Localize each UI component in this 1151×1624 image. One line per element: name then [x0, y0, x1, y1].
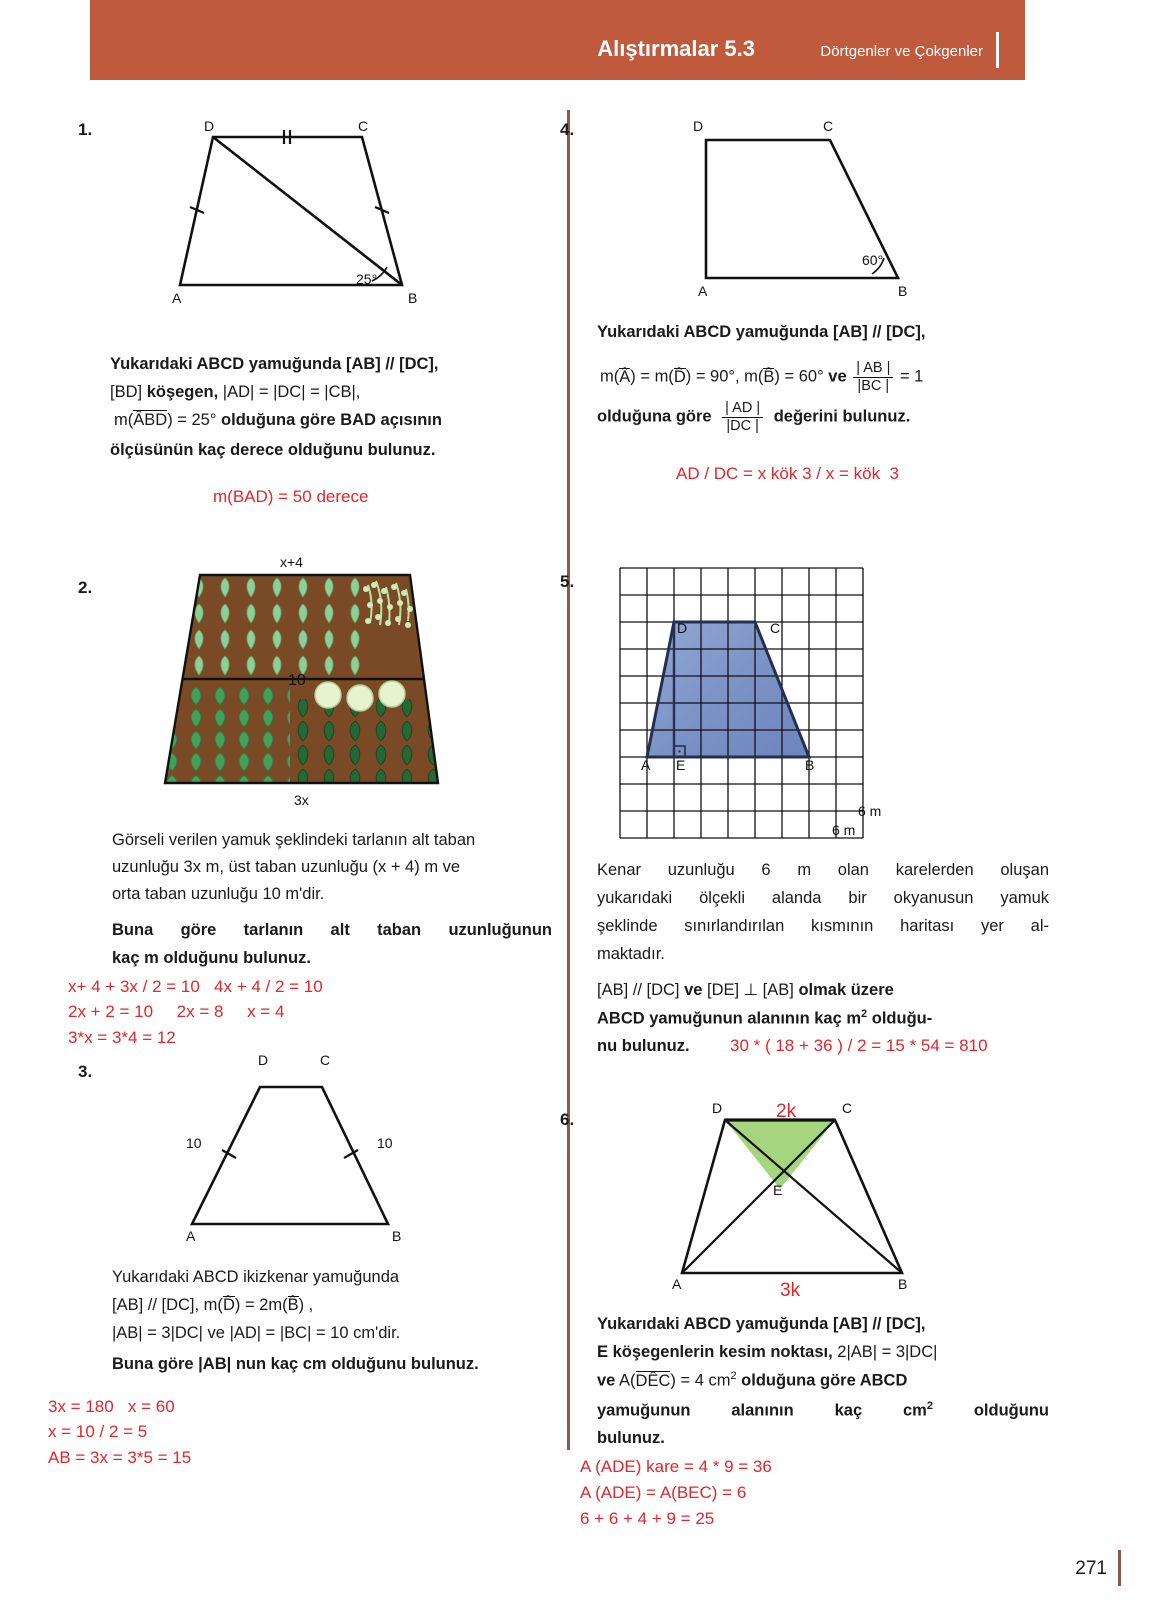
answer-q2-line-1: x+ 4 + 3x / 2 = 10 4x + 4 / 2 = 10	[68, 977, 323, 996]
angle-label-q4: 60°	[862, 252, 884, 268]
question-number-3: 3.	[78, 1062, 93, 1081]
answer-q6-line-1: A (ADE) kare = 4 * 9 = 36	[580, 1457, 772, 1476]
question-2-line-1: Görseli verilen yamuk şeklindeki tarlanın alt taban	[112, 831, 476, 849]
answer-q3-line-3: AB = 3x = 3*5 = 15	[48, 1448, 192, 1467]
chapter-subtitle: Dörtgenler ve Çokgenler	[820, 43, 983, 60]
question-2-line-3: orta taban uzunluğu 10 m'dir.	[112, 885, 325, 903]
question-number-4: 4.	[560, 120, 575, 139]
question-4-line-2: m(Â) = m(D̂) = 90°, m(B̂) = 60° ve $\frac{| AB |}{|BC |}$ = 1	[600, 360, 924, 394]
page-number-bar	[1118, 1550, 1121, 1586]
q4-fraction2-num: | AD |	[722, 400, 763, 418]
question-number-2: 2.	[78, 578, 93, 597]
figure-q5-grid-map	[620, 568, 880, 828]
q3-side-right-label: 10	[377, 1135, 393, 1151]
question-3-line-3: |AB| = 3|DC| ve |AD| = |BC| = 10 cm'dir.	[112, 1324, 401, 1342]
answer-q6-line-2: A (ADE) = A(BEC) = 6	[580, 1483, 747, 1502]
column-divider	[567, 110, 570, 1450]
vertex-label-c-q3: C	[320, 1052, 331, 1068]
vertex-label-a-q3: A	[186, 1228, 196, 1244]
figure-q3-isosceles	[150, 1072, 450, 1252]
question-3-line-4: Buna göre |AB| nun kaç cm olduğunu bulunuz.	[112, 1355, 479, 1373]
page-title: Alıştırmalar 5.3	[597, 36, 755, 61]
q4-text-olduguna: olduğuna göre	[597, 407, 712, 426]
q1-text-1: Yukarıdaki ABCD yamuğunda [AB] // [DC],	[110, 355, 439, 373]
q4-fraction1-eq: = 1	[899, 367, 924, 386]
question-6-line-1: Yukarıdaki ABCD yamuğunda [AB] // [DC],	[597, 1315, 926, 1333]
vertex-label-c-q5: C	[770, 620, 781, 636]
answer-q6-line-3: 6 + 6 + 4 + 9 = 25	[580, 1509, 715, 1528]
question-2-line-5: kaç m olduğunu bulunuz.	[112, 949, 311, 967]
question-5-line-4: maktadır.	[597, 945, 665, 963]
vertex-label-d-q1: D	[204, 118, 215, 134]
question-6-line-5: bulunuz.	[597, 1429, 665, 1447]
q4-fraction1-num: | AB |	[853, 360, 893, 378]
vertex-label-c-q1: C	[358, 118, 369, 134]
vertex-label-e-q5: E	[676, 757, 686, 773]
q3-side-left-label: 10	[186, 1135, 202, 1151]
question-number-5: 5.	[560, 572, 575, 591]
page-header	[90, 0, 1025, 80]
vertex-label-e-q6: E	[773, 1182, 783, 1198]
question-6-line-3: ve A(DÊC) = 4 $cm^2$ olduğuna göre ABCD	[597, 1370, 908, 1390]
vertex-label-c-q6: C	[842, 1100, 853, 1116]
question-5-line-7: nu bulunuz.	[597, 1037, 690, 1055]
vertex-label-b-q4: B	[898, 283, 908, 299]
answer-q1: m(BAD) = 50 derece	[213, 487, 369, 506]
page-number: 271	[1075, 1558, 1107, 1579]
question-4-line-3	[597, 400, 1067, 434]
vertex-label-d-q5: D	[677, 620, 688, 636]
q4-fraction2-den: |DC |	[726, 417, 759, 434]
q5-scale-right: 6 m	[858, 803, 882, 819]
question-5-line-2: yukarıdaki ölçekli alanda bir okyanusun yamuk	[597, 889, 1049, 907]
question-6-line-2: E köşegenlerin kesim noktası, 2|AB| = 3|DC|	[597, 1343, 938, 1361]
vertex-label-b-q6: B	[898, 1276, 908, 1292]
vertex-label-b-q5: B	[805, 757, 815, 773]
vertex-label-b-q3: B	[392, 1228, 402, 1244]
answer-q4: AD / DC = x kök 3 / x = kök 3	[676, 464, 899, 483]
question-4-line-1: Yukarıdaki ABCD yamuğunda [AB] // [DC],	[597, 323, 926, 341]
answer-q5: 30 * ( 18 + 36 ) / 2 = 15 * 54 = 810	[730, 1036, 988, 1055]
question-1-line-4: ölçüsünün kaç derece olduğunu bulunuz.	[110, 441, 436, 459]
question-5-line-5: [AB] // [DC] ve [DE] ⊥ [AB] olmak üzere	[597, 981, 894, 999]
question-6-line-4: yamuğunun alanının kaç $cm^2$ olduğunu	[597, 1400, 1049, 1420]
question-2-line-4: Buna göre tarlanın alt taban uzunluğunun	[112, 921, 552, 939]
question-2-line-2: uzunluğu 3x m, üst taban uzunluğu (x + 4) m ve	[112, 858, 461, 876]
angle-label-q1: 25°	[356, 271, 378, 287]
q2-top-label: x+4	[280, 554, 303, 570]
figure-q4-right-trapezoid	[650, 118, 950, 298]
question-5-line-6: ABCD yamuğunun alanının kaç $m^2$ olduğu-	[597, 1008, 933, 1028]
header-divider-tick	[996, 32, 999, 68]
q4-fraction1-den: |BC |	[857, 377, 890, 394]
vertex-label-a-q5: A	[641, 757, 651, 773]
question-5-line-3: şeklinde sınırlandırılan kısmının haritası yer al-	[597, 917, 1049, 935]
figure-q1-trapezoid	[150, 115, 450, 315]
q5-scale-bottom: 6 m	[832, 822, 856, 838]
vertex-label-a-q1: A	[172, 290, 182, 306]
q4-text-degerini: değerini bulunuz.	[773, 407, 911, 426]
answer-q2-line-3: 3*x = 3*4 = 12	[68, 1028, 176, 1047]
answer-q3-line-2: x = 10 / 2 = 5	[48, 1422, 148, 1441]
answer-q2-line-2: 2x + 2 = 10 2x = 8 x = 4	[68, 1002, 285, 1021]
question-number-6: 6.	[560, 1110, 575, 1129]
question-1-line-2: [BD] köşegen, |AD| = |DC| = |CB|,	[110, 383, 361, 401]
question-3-line-1: Yukarıdaki ABCD ikizkenar yamuğunda	[112, 1268, 400, 1286]
vertex-label-a-q4: A	[698, 283, 708, 299]
question-1-line-3: m(ÂBD) = 25° olduğuna göre BAD açısının	[114, 411, 442, 429]
q2-bottom-label: 3x	[294, 792, 309, 808]
q6-top-label: 2k	[776, 1101, 797, 1122]
vertex-label-b-q1: B	[408, 290, 418, 306]
vertex-label-c-q4: C	[823, 118, 834, 134]
answer-q3-line-1: 3x = 180 x = 60	[48, 1397, 175, 1416]
vertex-label-d-q3: D	[258, 1052, 269, 1068]
question-1-line-1	[110, 352, 550, 378]
question-number-1: 1.	[78, 120, 93, 139]
q2-mid-label: 10	[288, 672, 306, 689]
vertex-label-a-q6: A	[672, 1276, 682, 1292]
question-3-line-2: [AB] // [DC], m(D̂) = 2m(B̂) ,	[112, 1296, 314, 1314]
question-5-line-1: Kenar uzunluğu 6 m olan karelerden oluşan	[597, 861, 1049, 879]
figure-q6-diagonals	[650, 1105, 950, 1295]
q6-bottom-label: 3k	[780, 1280, 801, 1301]
vertex-label-d-q4: D	[693, 118, 704, 134]
vertex-label-d-q6: D	[712, 1100, 723, 1116]
